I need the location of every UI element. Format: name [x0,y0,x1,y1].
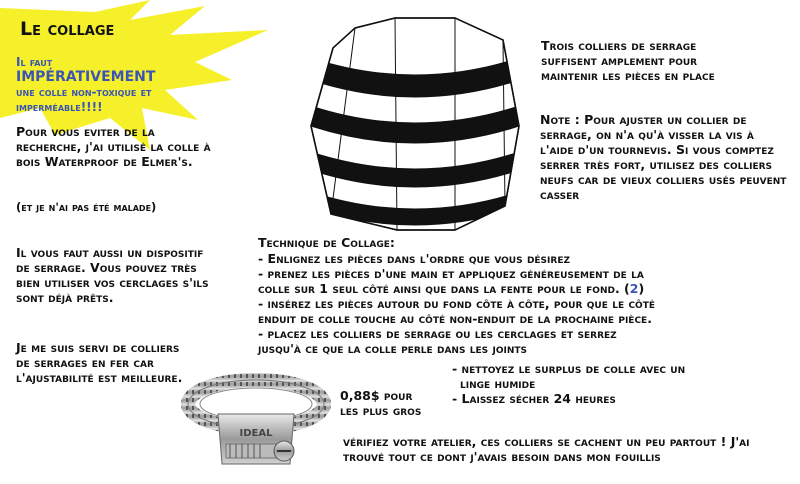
technique-step: - insérez les pièces autour du fond côte à côte, pour que le côté [258,296,655,311]
technique-sub-step: - Laissez sécher 24 heures [452,391,616,406]
warning-suffix: une colle non-toxique et imperméable!!!! [16,85,152,114]
technique-step: - Enlignez les pièces dans l'ordre que vous désirez [258,251,570,266]
clamping-paragraph: Il vous faut aussi un dispositif de serrage. Vous pouvez très bien utiliser vos cerclages s'ils sont déjà prêts. [16,245,209,305]
technique-step: colle sur 1 seul côté ainsi que dans la fente pour le fond. (2) [258,281,645,296]
clamp-count-paragraph: Trois colliers de serrage suffisent amplement pour maintenir les pièces en place [541,38,715,83]
price-note: 0,88$ pour les plus gros [340,388,422,418]
technique-step: jusqu'à ce que la colle perle dans les joints [258,341,528,356]
page-title: Le collage [20,18,115,40]
warning-text [16,55,161,115]
technique-step: - placez les colliers de serrage ou les cerclages et serrez [258,326,617,341]
technique-step: - prenez les pièces d'une main et appliquez généreusement de la [258,266,644,281]
clamp-brand-label: IDEAL [239,428,273,439]
technique-sub-steps [452,361,685,406]
technique-sub-step: linge humide [460,376,536,391]
hose-clamp-illustration [178,356,338,478]
figure-reference: 2 [629,281,639,296]
barrel-illustration [305,14,525,236]
intro-paragraph: Pour vous eviter de la recherche, j'ai utilisé la colle à bois Waterproof de Elmer's. [16,124,211,169]
warning-emphasis: IMPÉRATIVEMENT [16,69,156,85]
clamp-choice-paragraph: Je me suis servi de colliers de serrages en fer car l'ajustabilité est meilleure. [16,340,183,385]
warning-prefix: Il faut [16,55,53,69]
technique-steps [258,251,655,356]
aside-note: (et je n'ai pas été malade) [16,200,157,214]
technique-step: enduit de colle touche au côté non-enduit de la prochaine pièce. [258,311,652,326]
technique-heading: Technique de Collage: [258,235,395,250]
bottom-note: vérifiez votre atelier, ces colliers se cachent un peu partout ! J'ai trouvé tout ce dont j'avais besoin dans mon fouillis [343,434,750,464]
technique-sub-step: - nettoyez le surplus de colle avec un [452,361,686,376]
adjust-note: Note : Pour ajuster un collier de serrage, on n'a qu'à visser la vis à l'aide d'un tournevis. Si vous comptez serrer très fort, utilisez des colliers neufs car de vieux colliers usés peuvent casser [540,112,787,202]
